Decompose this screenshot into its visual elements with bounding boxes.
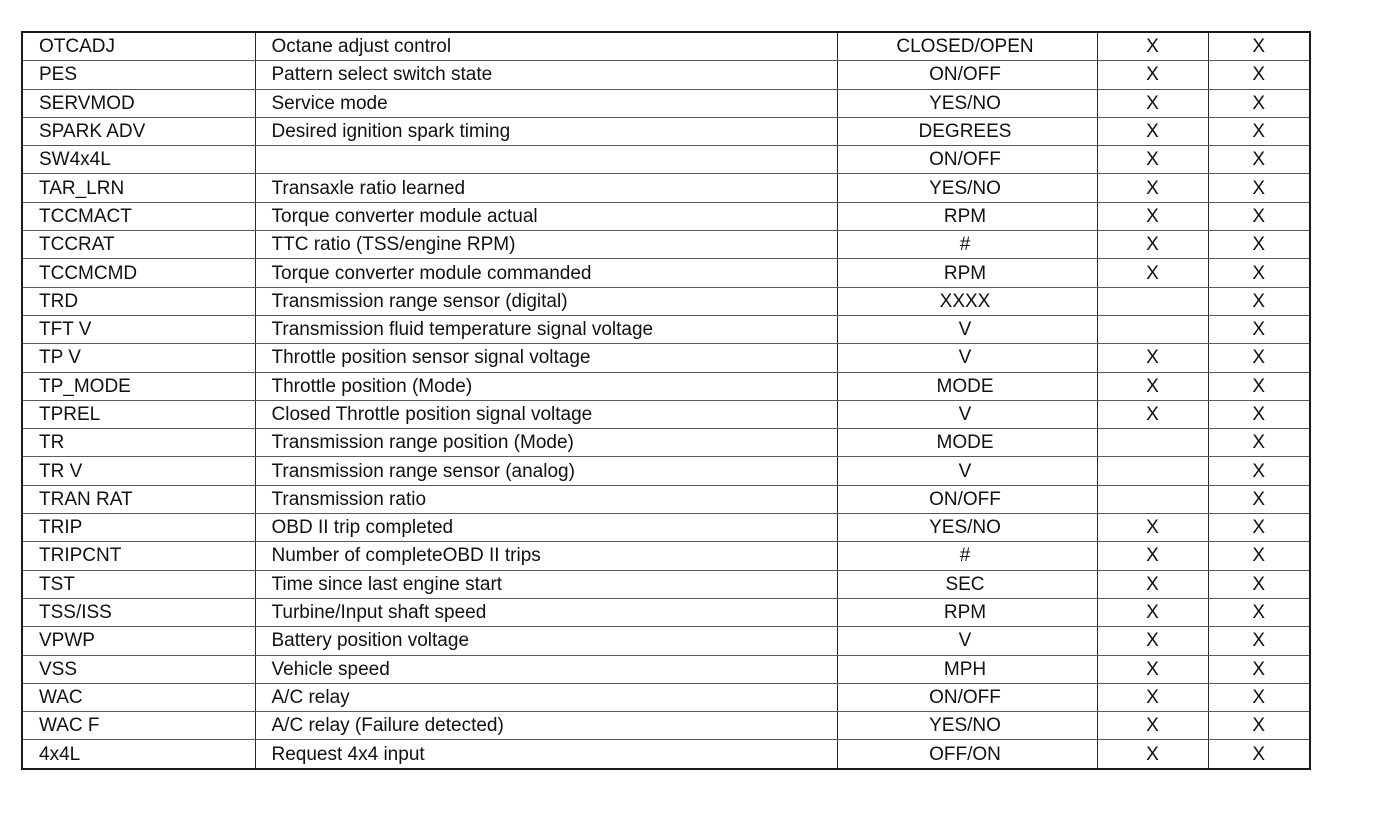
table-row [22, 712, 1310, 740]
units-cell: ON/OFF [837, 61, 1097, 89]
table-row [22, 627, 1310, 655]
mark-cell-1 [1097, 457, 1208, 485]
units-cell: V [837, 627, 1097, 655]
description-cell: Pattern select switch state [255, 61, 837, 89]
table-row [22, 61, 1310, 89]
mark-cell-1: X [1097, 231, 1208, 259]
description-cell: A/C relay (Failure detected) [255, 712, 837, 740]
pid-cell: WAC F [22, 712, 255, 740]
units-cell: YES/NO [837, 712, 1097, 740]
units-cell: # [837, 542, 1097, 570]
pid-cell: VSS [22, 655, 255, 683]
pid-reference-table [21, 31, 1311, 770]
mark-cell-1 [1097, 315, 1208, 343]
mark-cell-2: X [1208, 32, 1310, 61]
mark-cell-1: X [1097, 542, 1208, 570]
table-row [22, 202, 1310, 230]
pid-cell: SPARK ADV [22, 117, 255, 145]
pid-cell: VPWP [22, 627, 255, 655]
pid-cell: TST [22, 570, 255, 598]
mark-cell-2: X [1208, 287, 1310, 315]
mark-cell-1: X [1097, 627, 1208, 655]
units-cell: ON/OFF [837, 485, 1097, 513]
table-row [22, 598, 1310, 626]
mark-cell-2: X [1208, 485, 1310, 513]
mark-cell-1 [1097, 485, 1208, 513]
mark-cell-2: X [1208, 61, 1310, 89]
description-cell: Turbine/Input shaft speed [255, 598, 837, 626]
units-cell: # [837, 231, 1097, 259]
description-cell: Transaxle ratio learned [255, 174, 837, 202]
table-row [22, 740, 1310, 769]
table-row [22, 174, 1310, 202]
description-cell: A/C relay [255, 683, 837, 711]
description-cell: Battery position voltage [255, 627, 837, 655]
mark-cell-2: X [1208, 683, 1310, 711]
description-cell: Throttle position sensor signal voltage [255, 344, 837, 372]
mark-cell-1: X [1097, 344, 1208, 372]
pid-cell: TRIPCNT [22, 542, 255, 570]
units-cell: DEGREES [837, 117, 1097, 145]
mark-cell-2: X [1208, 89, 1310, 117]
mark-cell-1: X [1097, 514, 1208, 542]
units-cell: RPM [837, 598, 1097, 626]
mark-cell-1: X [1097, 146, 1208, 174]
units-cell: RPM [837, 259, 1097, 287]
pid-cell: TRD [22, 287, 255, 315]
pid-cell: TSS/ISS [22, 598, 255, 626]
mark-cell-2: X [1208, 542, 1310, 570]
mark-cell-1: X [1097, 61, 1208, 89]
description-cell: TTC ratio (TSS/engine RPM) [255, 231, 837, 259]
mark-cell-2: X [1208, 146, 1310, 174]
table-row [22, 655, 1310, 683]
mark-cell-1: X [1097, 598, 1208, 626]
mark-cell-1: X [1097, 372, 1208, 400]
description-cell: Octane adjust control [255, 32, 837, 61]
table-row [22, 514, 1310, 542]
description-cell: Desired ignition spark timing [255, 117, 837, 145]
units-cell: ON/OFF [837, 683, 1097, 711]
table-row [22, 146, 1310, 174]
units-cell: YES/NO [837, 89, 1097, 117]
mark-cell-1: X [1097, 89, 1208, 117]
units-cell: MODE [837, 372, 1097, 400]
mark-cell-1: X [1097, 400, 1208, 428]
description-cell: Request 4x4 input [255, 740, 837, 769]
mark-cell-1: X [1097, 174, 1208, 202]
table-row [22, 344, 1310, 372]
units-cell: MPH [837, 655, 1097, 683]
mark-cell-2: X [1208, 117, 1310, 145]
units-cell: OFF/ON [837, 740, 1097, 769]
description-cell: Torque converter module actual [255, 202, 837, 230]
pid-cell: TR [22, 429, 255, 457]
pid-cell: TFT V [22, 315, 255, 343]
description-cell [255, 146, 837, 174]
units-cell: V [837, 457, 1097, 485]
pid-cell: 4x4L [22, 740, 255, 769]
mark-cell-1: X [1097, 117, 1208, 145]
mark-cell-1: X [1097, 570, 1208, 598]
mark-cell-2: X [1208, 598, 1310, 626]
mark-cell-2: X [1208, 627, 1310, 655]
mark-cell-2: X [1208, 344, 1310, 372]
mark-cell-2: X [1208, 457, 1310, 485]
mark-cell-2: X [1208, 372, 1310, 400]
units-cell: CLOSED/OPEN [837, 32, 1097, 61]
table-row [22, 259, 1310, 287]
units-cell: YES/NO [837, 174, 1097, 202]
mark-cell-2: X [1208, 712, 1310, 740]
mark-cell-1: X [1097, 259, 1208, 287]
pid-cell: TCCMACT [22, 202, 255, 230]
table-row [22, 429, 1310, 457]
table-row [22, 89, 1310, 117]
table-row [22, 315, 1310, 343]
units-cell: V [837, 344, 1097, 372]
units-cell: V [837, 315, 1097, 343]
mark-cell-1: X [1097, 655, 1208, 683]
description-cell: Transmission ratio [255, 485, 837, 513]
pid-cell: TP_MODE [22, 372, 255, 400]
table-row [22, 117, 1310, 145]
pid-cell: TR V [22, 457, 255, 485]
mark-cell-1: X [1097, 712, 1208, 740]
pid-cell: TAR_LRN [22, 174, 255, 202]
pid-cell: SERVMOD [22, 89, 255, 117]
mark-cell-1: X [1097, 683, 1208, 711]
table-row [22, 457, 1310, 485]
units-cell: ON/OFF [837, 146, 1097, 174]
description-cell: OBD II trip completed [255, 514, 837, 542]
table-row [22, 287, 1310, 315]
mark-cell-1 [1097, 429, 1208, 457]
mark-cell-2: X [1208, 259, 1310, 287]
mark-cell-2: X [1208, 231, 1310, 259]
units-cell: SEC [837, 570, 1097, 598]
description-cell: Transmission range position (Mode) [255, 429, 837, 457]
description-cell: Transmission range sensor (analog) [255, 457, 837, 485]
table-row [22, 485, 1310, 513]
pid-table-body [22, 32, 1310, 769]
pid-cell: TCCRAT [22, 231, 255, 259]
pid-cell: WAC [22, 683, 255, 711]
table-row [22, 542, 1310, 570]
units-cell: V [837, 400, 1097, 428]
mark-cell-2: X [1208, 655, 1310, 683]
pid-cell: SW4x4L [22, 146, 255, 174]
pid-cell: TRIP [22, 514, 255, 542]
units-cell: RPM [837, 202, 1097, 230]
mark-cell-1: X [1097, 32, 1208, 61]
pid-cell: TCCMCMD [22, 259, 255, 287]
mark-cell-2: X [1208, 400, 1310, 428]
pid-cell: PES [22, 61, 255, 89]
table-row [22, 32, 1310, 61]
description-cell: Torque converter module commanded [255, 259, 837, 287]
mark-cell-2: X [1208, 429, 1310, 457]
mark-cell-2: X [1208, 514, 1310, 542]
description-cell: Vehicle speed [255, 655, 837, 683]
mark-cell-2: X [1208, 570, 1310, 598]
mark-cell-2: X [1208, 174, 1310, 202]
mark-cell-1: X [1097, 202, 1208, 230]
table-row [22, 372, 1310, 400]
table-row [22, 231, 1310, 259]
units-cell: MODE [837, 429, 1097, 457]
pid-cell: OTCADJ [22, 32, 255, 61]
description-cell: Transmission fluid temperature signal voltage [255, 315, 837, 343]
description-cell: Number of completeOBD II trips [255, 542, 837, 570]
mark-cell-1 [1097, 287, 1208, 315]
table-row [22, 400, 1310, 428]
table-row [22, 570, 1310, 598]
pid-cell: TP V [22, 344, 255, 372]
description-cell: Closed Throttle position signal voltage [255, 400, 837, 428]
description-cell: Time since last engine start [255, 570, 837, 598]
mark-cell-1: X [1097, 740, 1208, 769]
pid-cell: TRAN RAT [22, 485, 255, 513]
units-cell: XXXX [837, 287, 1097, 315]
mark-cell-2: X [1208, 740, 1310, 769]
description-cell: Throttle position (Mode) [255, 372, 837, 400]
mark-cell-2: X [1208, 202, 1310, 230]
mark-cell-2: X [1208, 315, 1310, 343]
pid-cell: TPREL [22, 400, 255, 428]
description-cell: Transmission range sensor (digital) [255, 287, 837, 315]
units-cell: YES/NO [837, 514, 1097, 542]
description-cell: Service mode [255, 89, 837, 117]
table-row [22, 683, 1310, 711]
